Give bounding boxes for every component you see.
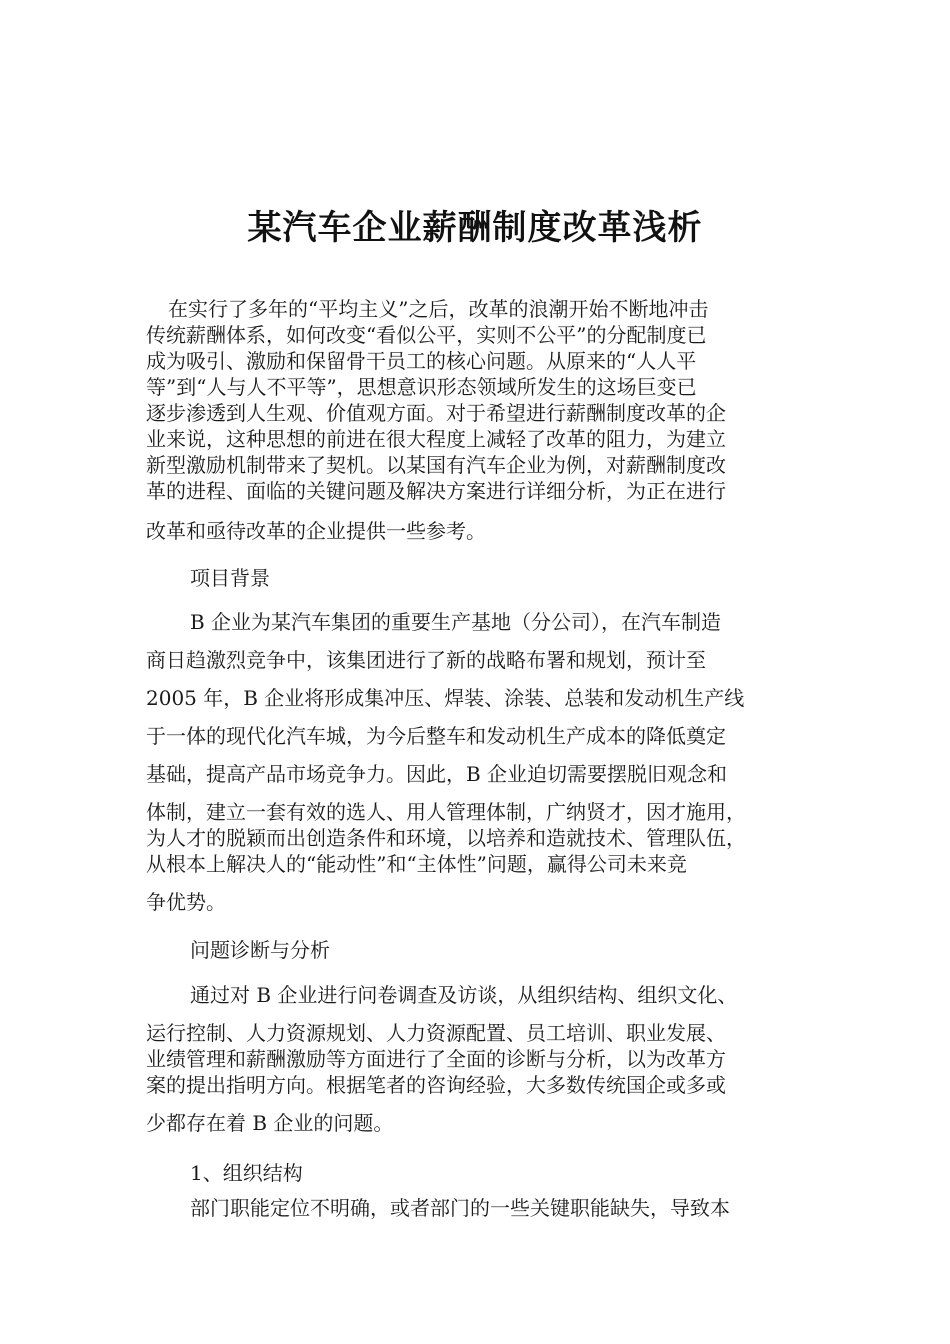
intro-line: 等”到“人与人不平等”，思想意识形态领域所发生的这场巨变已	[146, 375, 697, 399]
diagnosis-line: 运行控制、人力资源规划、人力资源配置、员工培训、职业发展、	[146, 1021, 726, 1045]
background-line: 基础，提高产品市场竞争力。因此，B 企业迫切需要摆脱旧观念和	[146, 762, 728, 786]
section-heading-diagnosis: 问题诊断与分析	[190, 938, 330, 962]
diagnosis-line: 业绩管理和薪酬激励等方面进行了全面的诊断与分析，以为改革方	[146, 1047, 726, 1071]
intro-line: 在实行了多年的“平均主义”之后，改革的浪潮开始不断地冲击	[168, 297, 709, 321]
intro-line: 改革和亟待改革的企业提供一些参考。	[146, 519, 486, 543]
background-paragraph	[146, 609, 810, 915]
background-line: B 企业为某汽车集团的重要生产基地（分公司），在汽车制造	[190, 610, 722, 634]
intro-paragraph	[146, 296, 810, 544]
section-heading-organization: 1、组织结构	[190, 1161, 303, 1185]
document-title: 某汽车企业薪酬制度改革浅析	[247, 208, 703, 248]
intro-line: 传统薪酬体系，如何改变“看似公平，实则不公平”的分配制度已	[146, 323, 707, 347]
organization-paragraph	[146, 1195, 810, 1221]
background-line: 于一体的现代化汽车城，为今后整车和发动机生产成本的降低奠定	[146, 724, 726, 748]
intro-line: 成为吸引、激励和保留骨干员工的核心问题。从原来的“人人平	[146, 349, 697, 373]
organization-line: 部门职能定位不明确，或者部门的一些关键职能缺失，导致本	[190, 1196, 730, 1220]
diagnosis-line: 通过对 B 企业进行问卷调查及访谈，从组织结构、组织文化、	[190, 983, 738, 1007]
diagnosis-line: 案的提出指明方向。根据笔者的咨询经验，大多数传统国企或多或	[146, 1073, 726, 1097]
background-line: 为人才的脱颖而出创造条件和环境，以培养和造就技术、管理队伍，	[146, 826, 746, 850]
background-line: 从根本上解决人的“能动性”和“主体性”问题，赢得公司未来竞	[146, 852, 687, 876]
diagnosis-line: 少都存在着 B 企业的问题。	[146, 1111, 394, 1135]
background-line: 2005 年，B 企业将形成集冲压、焊装、涂装、总装和发动机生产线	[146, 686, 745, 710]
background-line: 争优势。	[146, 890, 226, 914]
intro-line: 革的进程、面临的关键问题及解决方案进行详细分析，为正在进行	[146, 479, 726, 503]
intro-line: 逐步渗透到人生观、价值观方面。对于希望进行薪酬制度改革的企	[146, 401, 726, 425]
intro-line: 新型激励机制带来了契机。以某国有汽车企业为例，对薪酬制度改	[146, 453, 726, 477]
diagnosis-paragraph	[146, 982, 810, 1136]
background-line: 体制，建立一套有效的选人、用人管理体制，广纳贤才，因才施用，	[146, 800, 746, 824]
section-heading-background: 项目背景	[190, 566, 270, 590]
background-line: 商日趋激烈竞争中，该集团进行了新的战略布署和规划，预计至	[146, 648, 706, 672]
intro-line: 业来说，这种思想的前进在很大程度上减轻了改革的阻力，为建立	[146, 427, 726, 451]
